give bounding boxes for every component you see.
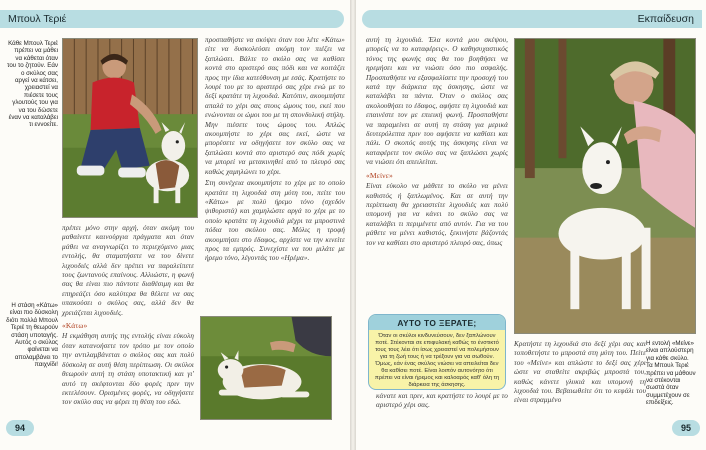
caption-down: Η στάση «Κάτω» είναι πιο δύσκολη διότι πολλά Μπουλ Τεριέ τη θεωρούν στάση υποταγής. Αυτός ο σκύλος φαίνεται να απολαμβάνει το παιχνίδι! [6, 302, 58, 369]
left-column-b [62, 224, 194, 410]
photo-man-with-dog [62, 38, 198, 218]
did-you-know-title: ΑΥΤΟ ΤΟ ΞΕΡΑΤΕ; [397, 317, 477, 328]
subhead-down: «Κάτω» [62, 321, 88, 331]
did-you-know-text: Όταν οι σκύλοι κινδυνεύσουν, δεν ξαπλώνουν ποτέ. Στέκονται σε επιφυλακή καθώς το ένστικτό τους τους λέει ότι ίσως χρειαστεί να πολεμήσουν για τη ζωή τους ή να τρέξουν για να σωθούν. Όμως, εάν ένας σκύλος νιώσει να απειλείται δεν θα καθίσει ποτέ. Είναι λοιπόν αυτονόητο ότι πρέπει να είναι ήρεμος και καλοαρός καθ' όλη τη διάρκεια της άσκησης. [374, 333, 500, 388]
left-header-title: Μπουλ Τεριέ [8, 13, 67, 25]
right-column-c [366, 36, 508, 250]
left-page-number-badge [6, 420, 34, 436]
subhead-stay: «Μείνε» [366, 170, 393, 180]
right-header-title: Εκπαίδευση [637, 13, 694, 25]
col-c-paragraph-2: Είναι εύκολο να μάθετε το σκύλο να μένει καθιστός ή ξαπλωμένος. Και σε αυτή την περίπτωση θα χρειαστείτε λιχουδιές και πολύ υπομονή για να κάνει το σκύλο σας να καταλάβει τι περιμένετε από αυτόν. Για να του μάθετε να μένει καθιστός, ξεκινήστε βάζοντάς τον να καθίσει στο αριστερό πλευρό σας, όπως [366, 182, 508, 247]
left-header-bar [0, 10, 344, 28]
did-you-know-header [369, 315, 505, 330]
col-a-paragraph-1: προσπαθήστε να σκύψει όταν του λέτε «Κάτω» είτε να δυσκολεύσει ακόμη τον πιέζει να ξαπλώσει. Βάλτε το σκύλο σας να καθίσει κοντά στο αριστερό σας πόδι και να κοιτάζει προς την ίδια κατεύθυνση με εσάς. Κρατήστε το λουρί του με το αριστερό σας χέρι ενώ με το δεξί κρατάτε τη λιχουδιά. Κατόπιν, ακουμπήστε απαλά το χέρι σας στους ώμους του, εκεί που ενώνονται οι ώμοι του με τη σπονδυλική στήλη. Μην πιέσετε τους ώμους του. Απλώς ακουμπήστε το χέρι σας εκεί, ώστε να μπορέσετε να οδηγήσετε τον σκύλο σας να ξαπλώσει κοντά στο αριστερό σας πόδι χωρίς να μπορεί να μετακινηθεί από το πλευρό σας καθώς χαμηλώνει το χέρι. [205, 36, 345, 176]
col-b-paragraph-2: Η εκμάθηση αυτής της εντολής είναι εύκολη όταν κατανοήσετε τον τρόπο με τον οποίο την αντιλαμβάνεται ο σκύλος σας και πολύ δύσκολη σε αυτή θέση περίπτωση. Οι σκύλοι θεωρούν αυτή τη στάση υποτακτική και γι' αυτό τη σκέφτονται δύο φορές πριν την εκτελέσουν. Ορισμένες φορές, να οδηγήσετε τον σκύλο σας να φέρει τη θέση του εδώ. [62, 332, 194, 407]
right-page-number: 95 [680, 423, 691, 433]
left-page-number: 94 [14, 423, 25, 433]
col-c-paragraph-1: αυτή τη λιχουδιά. Έλα κοντά μου σκέψου, μπορείς να το καταφέρεις». Ο καθησυχαστικός τόνος της φωνής σας θα του βοηθήσει να ηρεμήσει και να νιώσει όσο πιο ασφαλής. Προσπαθήστε να εξασφαλίσετε την προσοχή του κατά την διάρκεια της άσκησης, ώστε να καταλάβει τα πάντα. Όταν ο σκύλος σας ακολουθήσει το έδαφος, αφήστε τη λιχουδιά και επαινέστε τον με επιεική φωνή. Προσπαθήστε να παραμείνει σε αυτή τη στάση για μερικά δευτερόλεπτα πριν του αφήσετε να καθίσει και πάλι. Ο σκοπός αυτής της άσκησης είναι να καταφέρετε τον σκύλο σας να ξαπλώσει χωρίς να νιώσει ότι απειλείται. [366, 36, 508, 167]
right-column-e [514, 340, 646, 408]
right-column-d [376, 392, 508, 413]
right-page-number-badge [672, 420, 700, 436]
did-you-know-box [368, 314, 506, 390]
photo-woman-with-bull-terrier [514, 38, 696, 334]
col-b-paragraph-1: πρέπει μόνο στην αρχή, όταν ακόμη του μαθαίνετε καινούργια πράγματα και όταν μάθει να αναγνωρίζει το περιεχόμενο μιας εντολής, θα σταματήσετε να του δίνετε λιχουδιές αλλά δεν πρέπει να παραλείπετε τους ζωντανούς επαίνους. Αλλιώστε, η φωνή σας θα είναι πιο πάντοτε διαθέσιμη και θα επηρεάζει όσο καλύτερα θα θέλετε να σας υπακούσει ο σκύλος σας, αλλά δεν θα χρειάζεται λιχουδιές. [62, 224, 194, 317]
right-header-bar [362, 10, 702, 28]
left-column-a [205, 36, 345, 266]
caption-sit: Κάθε Μπουλ Τεριέ πρέπει να μάθει να κάθεται όταν του το ζητούν. Εάν ο σκύλος σας αργεί να κάτσει, χρειαστεί να πιέσετε τους γλουτούς του για να του δώσετε έναν να καταλάβει τι εννοείτε. [7, 40, 58, 129]
photo-dog-lying-down [200, 316, 332, 420]
col-e-paragraph: Κρατήστε τη λιχουδιά στο δεξί χέρι σας και τοποθετήστε το μπροστά στη μύτη του. Πείτε του «Μείνε» και απλώστε το δεξί σας χέρι ώστε να σταθείτε ακριβώς μπροστά του, καθώς κάνετε γλυκιά και υπομονή τη λιχουδιά του. Βεβαιωθείτε ότι το κεφάλι του είναι στραμμένο [514, 340, 646, 405]
caption-stay: Η εντολή «Μείνε» είναι απλούστερη για κάθε σκύλο. Τα Μπουλ Τεριέ πρέπει να μάθουν να στέκονται σωστά όταν συμμετέχουν σε επιδείξεις. [646, 340, 696, 407]
col-d-paragraph: κάνατε και πριν, και κρατήστε το λουρί με το αριστερό χέρι σας. [376, 392, 508, 410]
col-a-paragraph-2: Στη συνέχεια ακουμπήστε το χέρι με το οποίο κρατάτε τη λιχουδιά στη μύτη του, πείτε του «Κάτω» με πολύ ήρεμο τόνο (σχεδόν ψιθυριστά) και χαμηλώστε αργά το χέρι με το οποίο κρατάτε τη λιχουδιά μέχρι τα μπροστινά πόδια του σκύλου σας. Μόλις η τροφή ακουμπήσει στο έδαφος, αρχίστε να την κινείτε προς τα εμπρός. Συνεχίστε να του μιλάτε με ήρεμο τόνο, λέγοντάς του «Ηρέμα». [205, 179, 345, 263]
left-page [0, 0, 350, 450]
